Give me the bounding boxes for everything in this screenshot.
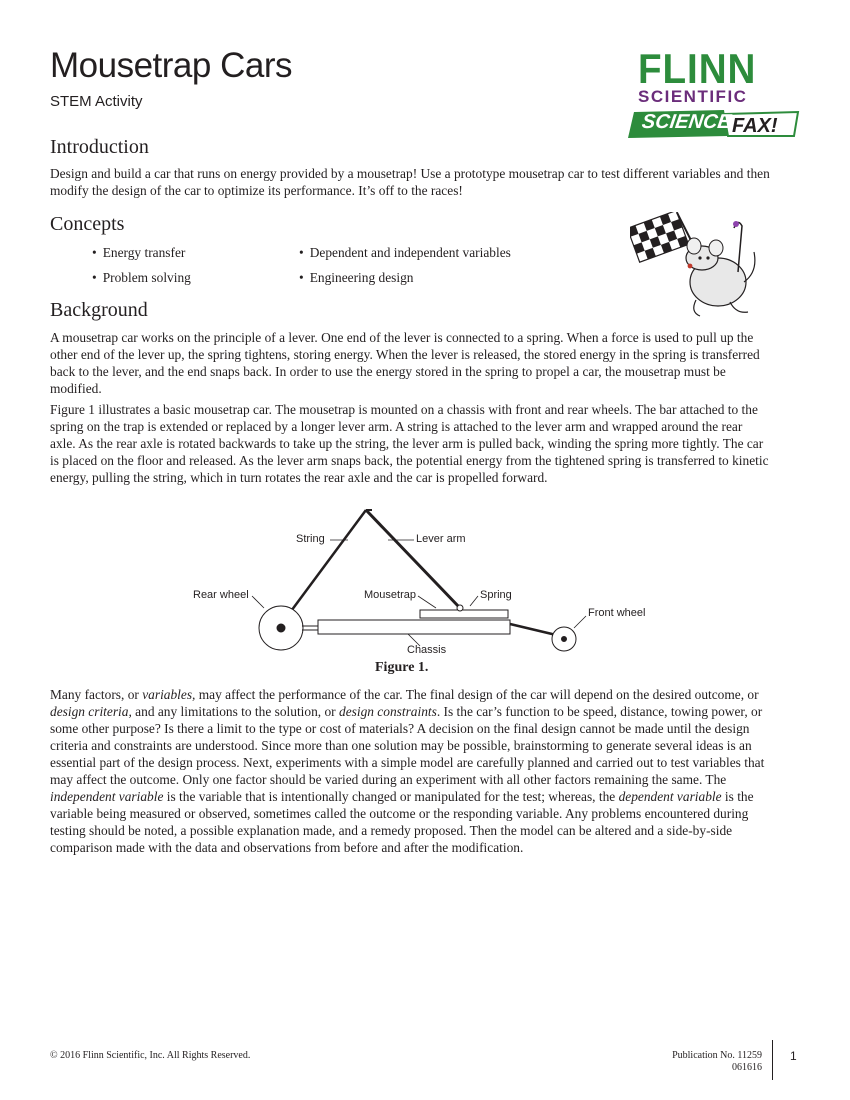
text-run: is the variable being measured or observed, sometimes called the outcome or the responding variable. Any problems encountered during testing should be noted, a possible explanation made, and a remedy proposed. Then the model can be altered and a side-by-side comparison made with the data and observations from before and after the modification.	[50, 789, 754, 855]
concepts-heading: Concepts	[50, 213, 125, 235]
racing-mouse-illustration	[630, 212, 760, 322]
document-title: Mousetrap Cars	[50, 46, 292, 85]
concept-item: • Problem solving	[92, 269, 191, 286]
introduction-heading: Introduction	[50, 136, 149, 158]
background-heading: Background	[50, 299, 148, 321]
page-number: 1	[790, 1049, 797, 1063]
flinn-scientific-logo	[628, 45, 804, 144]
label-lever-arm: Lever arm	[416, 533, 466, 545]
emphasis-dependent-variable: dependent variable	[618, 789, 722, 804]
emphasis-variables: variables,	[142, 687, 196, 702]
text-run: and any limitations to the solution, or	[131, 704, 339, 719]
background-paragraph-3	[50, 686, 770, 856]
label-spring: Spring	[480, 589, 512, 601]
document-subtitle: STEM Activity	[50, 93, 143, 110]
text-run: Many factors, or	[50, 687, 143, 702]
label-mousetrap: Mousetrap	[364, 589, 416, 601]
concept-item: • Energy transfer	[92, 244, 185, 261]
introduction-text: Design and build a car that runs on energy provided by a mousetrap! Use a prototype mousetrap car to test different variables and then modify the design of the car to optimize its performance. It’s off to the races!	[50, 166, 770, 198]
emphasis-design-constraints: design constraints	[339, 704, 437, 719]
concept-item: • Dependent and independent variables	[299, 244, 511, 261]
figure-caption: Figure 1.	[375, 660, 429, 675]
label-front-wheel: Front wheel	[588, 607, 646, 619]
emphasis-design-criteria: design criteria,	[50, 704, 132, 719]
label-chassis: Chassis	[407, 644, 447, 656]
background-paragraph-2: Figure 1 illustrates a basic mousetrap car. The mousetrap is mounted on a chassis with front and rear wheels. The bar attached to the spring on the trap is extended or replaced by a longer lever arm. A string is attached to the lever arm and wrapped around the rear axle. As the rear axle is rotated backwards to take up the string, the lever arm is pulled back, winding the spring more tightly. The car is placed on the floor and released. As the lever arm snaps back, the potential energy from the tightened spring is transferred to kinetic energy, pulling the string, which in turn rotates the rear axle and the car is propelled forward.	[50, 402, 769, 485]
label-rear-wheel: Rear wheel	[193, 589, 249, 601]
publication-number: Publication No. 11259	[672, 1050, 762, 1061]
text-run: is the variable that is intentionally changed or manipulated for the test; whereas, the	[163, 789, 619, 804]
publication-code: 061616	[732, 1062, 762, 1073]
concept-item: • Engineering design	[299, 269, 413, 286]
footer-divider	[772, 1040, 773, 1080]
mousetrap-car-diagram	[180, 506, 680, 666]
logo-flinn-text: FLINN	[638, 45, 757, 92]
logo-fax-text: FAX!	[732, 115, 778, 137]
logo-scientific-text: SCIENTIFIC	[638, 87, 748, 106]
logo-science-text: SCIENCE	[640, 111, 733, 133]
label-string: String	[296, 533, 325, 545]
emphasis-independent-variable: independent variable	[50, 789, 164, 804]
background-paragraph-1: A mousetrap car works on the principle of a lever. One end of the lever is connected to a spring. When a force is used to pull up the other end of the lever up, the spring tightens, storing energy. When the lever is released, the stored energy in the spring is transferred back to the lever, and the end snaps back. In order to use the energy stored in the spring to propel a car, the mousetrap must be modified.	[50, 330, 760, 396]
copyright-notice: © 2016 Flinn Scientific, Inc. All Rights Reserved.	[50, 1050, 251, 1061]
publication-info	[620, 1050, 762, 1074]
text-run: may affect the performance of the car. The final design of the car will depend on the desired outcome, or	[195, 687, 759, 702]
text-run: . Is the car’s function to be speed, distance, towing power, or some other purpose? Is there a limit to the type or cost of materials? A decision on the final design cannot be made until the design criteria and constraints are understood. Since more than one solution may be possible, brainstorming to generate several ideas is an essential part of the design process. Next, experiments with a simple model are carefully planned and carried out to test variables that may affect the outcome. Only one factor should be varied during an experiment with all other factors remaining the same. The	[50, 704, 765, 787]
mousetrap-car-figure	[180, 506, 680, 666]
